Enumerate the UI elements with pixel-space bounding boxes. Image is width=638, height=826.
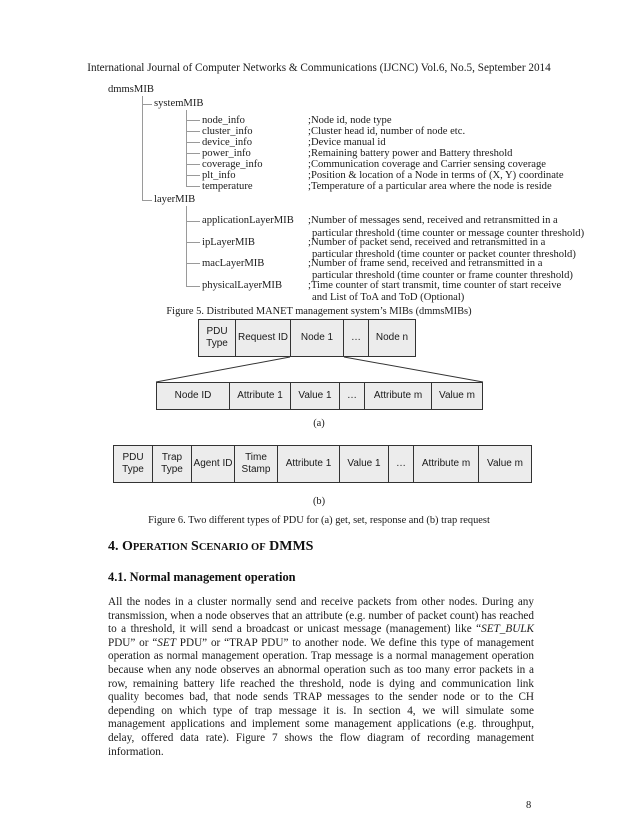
mib-item-desc: ;Device manual id xyxy=(308,137,386,148)
mib-item-name: macLayerMIB xyxy=(202,258,265,269)
page-number: 8 xyxy=(526,800,532,811)
pdu-cell: Time Stamp xyxy=(234,445,278,483)
pdu-cell: … xyxy=(339,382,365,410)
expansion-lines xyxy=(0,0,638,400)
journal-header: International Journal of Computer Networks & Communications (IJCNC) Vol.6, No.5, September 2014 xyxy=(87,62,551,74)
figure-a-label: (a) xyxy=(313,418,325,429)
mib-item-desc: ;Cluster head id, number of node etc. xyxy=(308,126,466,137)
pdu-cell: Node ID xyxy=(156,382,230,410)
mib-item-name: device_info xyxy=(202,137,253,148)
pdu-cell: Attribute 1 xyxy=(277,445,340,483)
mib-item-desc: ;Number of packet send, received and retransmitted in a xyxy=(308,237,546,248)
mib-item-name: node_info xyxy=(202,115,245,126)
figure-b-label: (b) xyxy=(312,496,326,507)
pdu-cell: Attribute m xyxy=(364,382,432,410)
mib-item-desc: particular threshold (time counter or message counter threshold) xyxy=(312,228,585,239)
pdu-cell: PDU Type xyxy=(198,319,236,357)
mib-item-desc: ;Remaining battery power and Battery threshold xyxy=(308,148,513,159)
figure6-caption: Figure 6. Two different types of PDU for (a) get, set, response and (b) trap request xyxy=(148,515,490,526)
mib-item-name: temperature xyxy=(202,181,253,192)
layer-mib-label: layerMIB xyxy=(154,194,196,205)
mib-item-desc: ;Position & location of a Node in terms of (X, Y) coordinate xyxy=(308,170,564,181)
mib-item-desc: ;Number of frame send, received and retransmitted in a xyxy=(308,258,543,269)
pdu-cell: Value 1 xyxy=(339,445,389,483)
pdu-cell: Request ID xyxy=(235,319,291,357)
body-paragraph: All the nodes in a cluster normally send and receive packets from other nodes. During any transmission, when a node observes that an attribute (e.g. number of packet count) has reached to a threshold, it will send a broadcast or unicast message (management) like “SET_BULK PDU” or “SET PDU” or “TRAP PDU” to another node. We define this type of management operation as normal management operation. Trap message is a normal management operation because when any node observes an abnormal operation such as too many error packets in a row, remaining battery life reached the threshold, node is dying and communication link quality becomes bad, that node sends TRAP messages to the sender node or to the CH depending on which type of trap message it is. In section 4, we will simulate some management applications and implement some management applications (e.g. throughput, delay, offered data rate). Figure 7 shows the flow diagram of recording management information. xyxy=(108,596,534,758)
mib-item-name: plt_info xyxy=(202,170,236,181)
mib-item-desc: ;Node id, node type xyxy=(308,115,392,126)
section-heading: 4. OPERATION SCENARIO OF DMMS xyxy=(108,539,314,554)
mib-item-desc: ;Number of messages send, received and retransmitted in a xyxy=(308,215,558,226)
mib-item-name: physicalLayerMIB xyxy=(202,280,283,291)
mib-item-desc: ;Time counter of start transmit, time counter of start receive xyxy=(308,280,562,291)
pdu-cell: … xyxy=(388,445,414,483)
mib-item-desc: and List of ToA and ToD (Optional) xyxy=(312,292,465,303)
mib-item-desc: ;Communication coverage and Carrier sensing coverage xyxy=(308,159,546,170)
figure5-caption: Figure 5. Distributed MANET management system’s MIBs (dmmsMIBs) xyxy=(166,306,472,317)
pdu-cell: PDU Type xyxy=(113,445,153,483)
pdu-cell: Attribute m xyxy=(413,445,479,483)
pdu-cell: … xyxy=(343,319,369,357)
mib-item-name: cluster_info xyxy=(202,126,253,137)
mib-item-desc: particular threshold (time counter or packet counter threshold) xyxy=(312,249,576,260)
system-mib-label: systemMIB xyxy=(154,98,204,109)
pdu-cell: Agent ID xyxy=(191,445,235,483)
pdu-cell: Value m xyxy=(431,382,483,410)
mib-item-name: coverage_info xyxy=(202,159,263,170)
mib-item-name: applicationLayerMIB xyxy=(202,215,294,226)
mib-item-name: ipLayerMIB xyxy=(202,237,255,248)
subsection-heading: 4.1. Normal management operation xyxy=(108,570,296,584)
mib-item-desc: particular threshold (time counter or frame counter threshold) xyxy=(312,270,573,281)
pdu-cell: Value 1 xyxy=(290,382,340,410)
mib-root: dmmsMIB xyxy=(108,84,154,95)
mib-item-desc: ;Temperature of a particular area where the node is reside xyxy=(308,181,552,192)
pdu-cell: Trap Type xyxy=(152,445,192,483)
pdu-cell: Node 1 xyxy=(290,319,344,357)
pdu-cell: Value m xyxy=(478,445,532,483)
mib-item-name: power_info xyxy=(202,148,251,159)
pdu-cell: Node n xyxy=(368,319,416,357)
pdu-cell: Attribute 1 xyxy=(229,382,291,410)
